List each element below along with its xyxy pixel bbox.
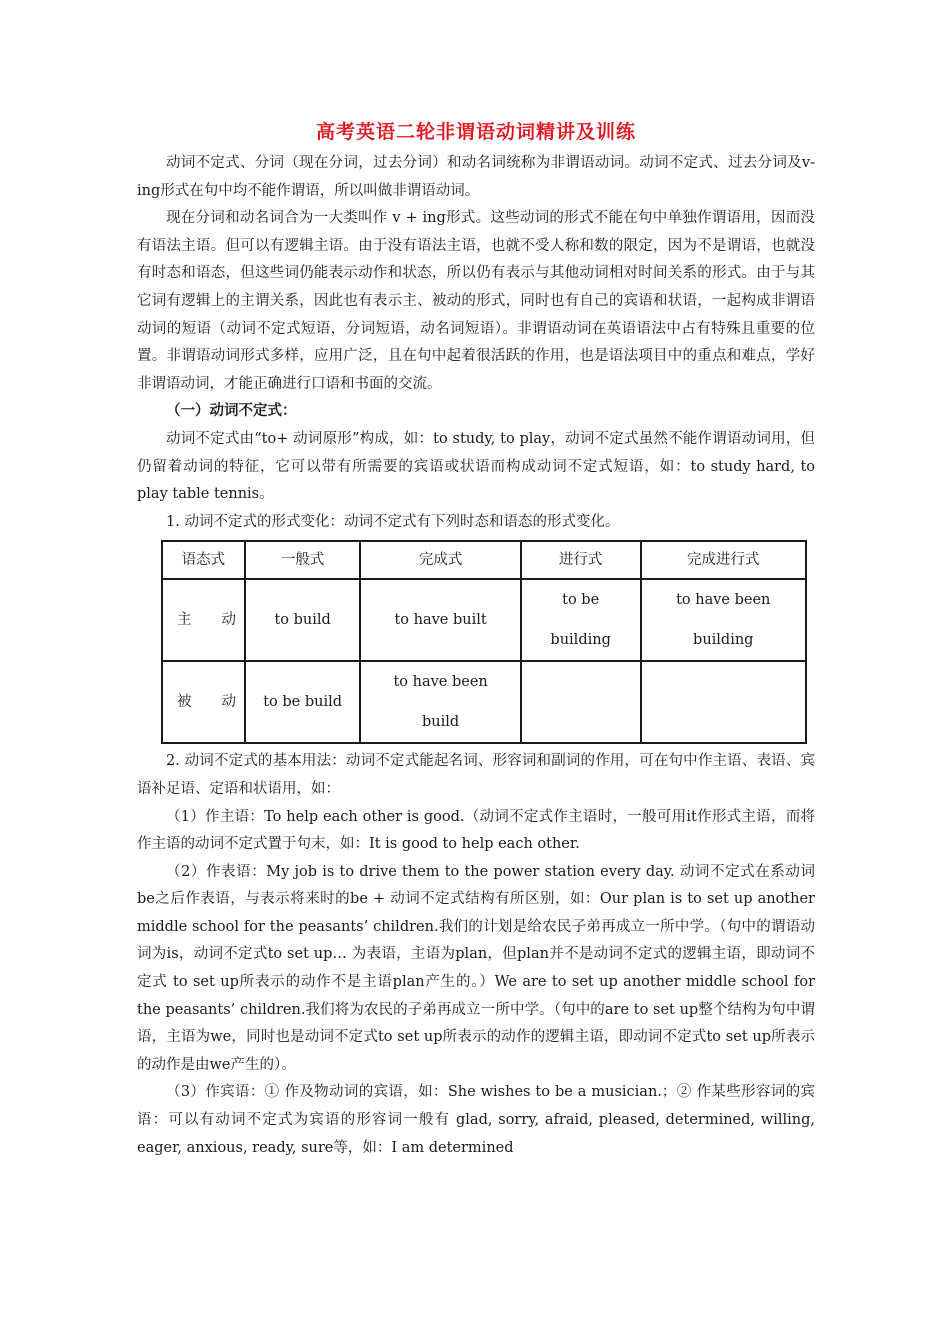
paragraph-ving: 现在分词和动名词合为一大类叫作 v + ing形式。这些动词的形式不能在句中单独作谓语用，因而没有语法主语。但可以有逻辑主语。由于没有语法主语，也就不受人称和数的限定，因为不是谓语，也就没有时态和语态，但这些词仍能表示动作和状态，所以仍有表示与其他动词相对时间关系的形式。由于与其它词有逻辑上的主谓关系，因此也有表示主、被动的形式，同时也有自己的宾语和状语，一起构成非谓语动词的短语（动词不定式短语，分词短语，动名词短语）。非谓语动词在英语语法中占有特殊且重要的位置。非谓语动词形式多样，应用广泛，且在句中起着很活跃的作用，也是语法项目中的重点和难点，学好非谓语动词，才能正确进行口语和书面的交流。 <box>137 210 815 392</box>
document-title: 高考英语二轮非谓语动词精讲及训练 <box>315 121 636 143</box>
table-cell: to build <box>245 579 361 661</box>
section-heading-infinitive: （一）动词不定式： <box>166 403 297 420</box>
table-row-passive <box>162 661 806 743</box>
paragraph-infinitive-definition: 动词不定式由“to+ 动词原形”构成，如：to study, to play，动词不定式虽然不能作谓语动词用，但仍留着动词的特征，它可以带有所需要的宾语或状语而构成动词不定式短语，如：to study hard, to play table tennis。 <box>137 430 815 503</box>
table-header-cell: 语态式 <box>162 541 245 579</box>
paragraph-basic-usage: 2. 动词不定式的基本用法：动词不定式能起名词、形容词和副词的作用，可在句中作主语、表语、宾语补足语、定语和状语用，如： <box>137 753 815 797</box>
table-cell: to have built <box>360 579 520 661</box>
table-header-cell: 完成进行式 <box>641 541 807 579</box>
table-header-cell: 进行式 <box>521 541 641 579</box>
table-cell: to have been build <box>360 661 520 743</box>
table-header-cell: 一般式 <box>245 541 361 579</box>
table-header-cell: 完成式 <box>360 541 520 579</box>
table-cell: to have been building <box>641 579 807 661</box>
table-cell: to be build <box>245 661 361 743</box>
document-page <box>137 118 815 1162</box>
table-header-row <box>162 541 806 579</box>
paragraph-form-changes: 1. 动词不定式的形式变化：动词不定式有下列时态和语态的形式变化。 <box>166 513 620 530</box>
table-cell <box>641 661 807 743</box>
row-label-active: 主 动 <box>162 579 245 661</box>
table-row-active <box>162 579 806 661</box>
paragraph-as-object: （3）作宾语：① 作及物动词的宾语，如：She wishes to be a musician.；② 作某些形容词的宾语：可以有动词不定式为宾语的形容词一般有 glad, sorry, afraid, pleased, determined, willing, eager, anxious, ready, sure等，如：I am determined <box>137 1084 815 1156</box>
row-label-passive: 被 动 <box>162 661 245 743</box>
paragraph-intro: 动词不定式、分词（现在分词，过去分词）和动名词统称为非谓语动词。动词不定式、过去分词及v-ing形式在句中均不能作谓语，所以叫做非谓语动词。 <box>137 155 815 199</box>
paragraph-as-predicative: （2）作表语：My job is to drive them to the power station every day. 动词不定式在系动词be之后作表语，与表示将来时的be + 动词不定式结构有所区别，如：Our plan is to set up another middle school for the peasants’ children.我们的计划是给农民子弟再成立一所中学。（句中的谓语动词为is，动词不定式to set up… 为表语，主语为plan，但plan并不是动词不定式的逻辑主语，即动词不定式 to set up所表示的动作不是主语plan产生的。）We are to set up another middle school for the peasants’ children.我们将为农民的子弟再成立一所中学。（句中的are to set up整个结构为句中谓语，主语为we，同时也是动词不定式to set up所表示的动作的逻辑主语，即动词不定式to set up所表示的动作是由we产生的）。 <box>137 863 815 1073</box>
table-cell: to be building <box>521 579 641 661</box>
infinitive-forms-table <box>161 540 807 744</box>
table-cell <box>521 661 641 743</box>
paragraph-as-subject: （1）作主语：To help each other is good.（动词不定式作主语时，一般可用it作形式主语，而将作主语的动词不定式置于句末，如：It is good to help each other. <box>137 808 815 853</box>
